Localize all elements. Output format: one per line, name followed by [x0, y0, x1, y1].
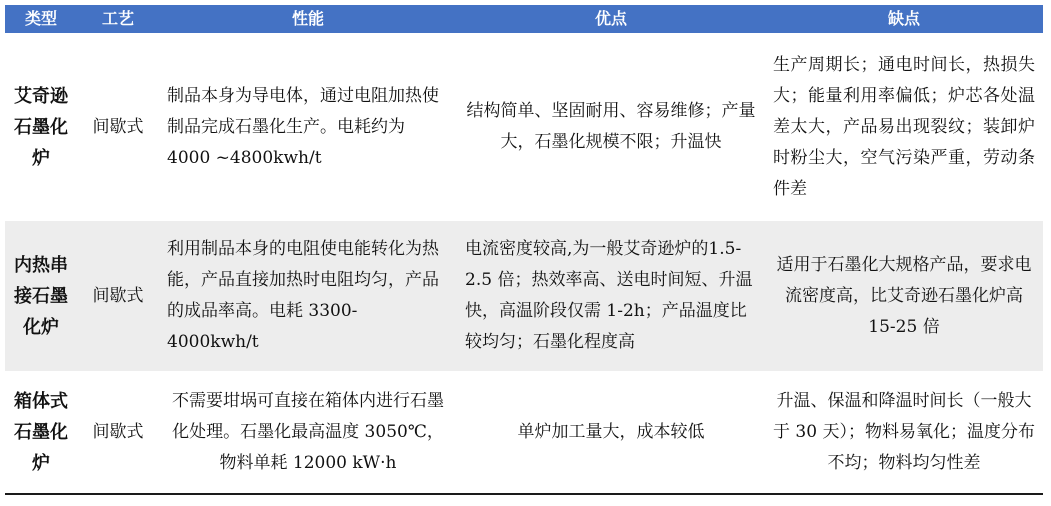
cell-disadvantages: 升温、保温和降温时间长（一般大于 30 天）；物料易氧化；温度分布不均；物料均匀性差 — [765, 371, 1043, 494]
cell-performance: 制品本身为导电体，通过电阻加热使制品完成石墨化生产。电耗约为 4000 ~4800kwh/t — [159, 33, 457, 221]
cell-process: 间歇式 — [77, 33, 159, 221]
cell-type: 箱体式石墨化炉 — [5, 371, 77, 494]
header-process: 工艺 — [77, 5, 159, 33]
table-row — [5, 221, 1043, 371]
header-type: 类型 — [5, 5, 77, 33]
header-row — [5, 5, 1043, 33]
comparison-table — [5, 5, 1043, 495]
table-row — [5, 371, 1043, 494]
header-advantages: 优点 — [457, 5, 765, 33]
cell-advantages: 结构简单、坚固耐用、容易维修；产量大，石墨化规模不限；升温快 — [457, 33, 765, 221]
cell-performance: 利用制品本身的电阻使电能转化为热能，产品直接加热时电阻均匀，产品的成品率高。电耗 3300-4000kwh/t — [159, 221, 457, 371]
cell-process: 间歇式 — [77, 221, 159, 371]
header-performance: 性能 — [159, 5, 457, 33]
cell-performance: 不需要坩埚可直接在箱体内进行石墨化处理。石墨化最高温度 3050℃，物料单耗 12000 kW·h — [159, 371, 457, 494]
cell-advantages: 电流密度较高,为一般艾奇逊炉的1.5-2.5 倍；热效率高、送电时间短、升温快，高温阶段仅需 1-2h；产品温度比较均匀；石墨化程度高 — [457, 221, 765, 371]
cell-type: 艾奇逊石墨化炉 — [5, 33, 77, 221]
header-disadvantages: 缺点 — [765, 5, 1043, 33]
cell-type: 内热串接石墨化炉 — [5, 221, 77, 371]
cell-process: 间歇式 — [77, 371, 159, 494]
table-row — [5, 33, 1043, 221]
cell-advantages: 单炉加工量大，成本较低 — [457, 371, 765, 494]
cell-disadvantages: 适用于石墨化大规格产品，要求电流密度高，比艾奇逊石墨化炉高 15-25 倍 — [765, 221, 1043, 371]
cell-disadvantages: 生产周期长；通电时间长，热损失大；能量利用率偏低；炉芯各处温差太大，产品易出现裂纹；装卸炉时粉尘大，空气污染严重，劳动条件差 — [765, 33, 1043, 221]
